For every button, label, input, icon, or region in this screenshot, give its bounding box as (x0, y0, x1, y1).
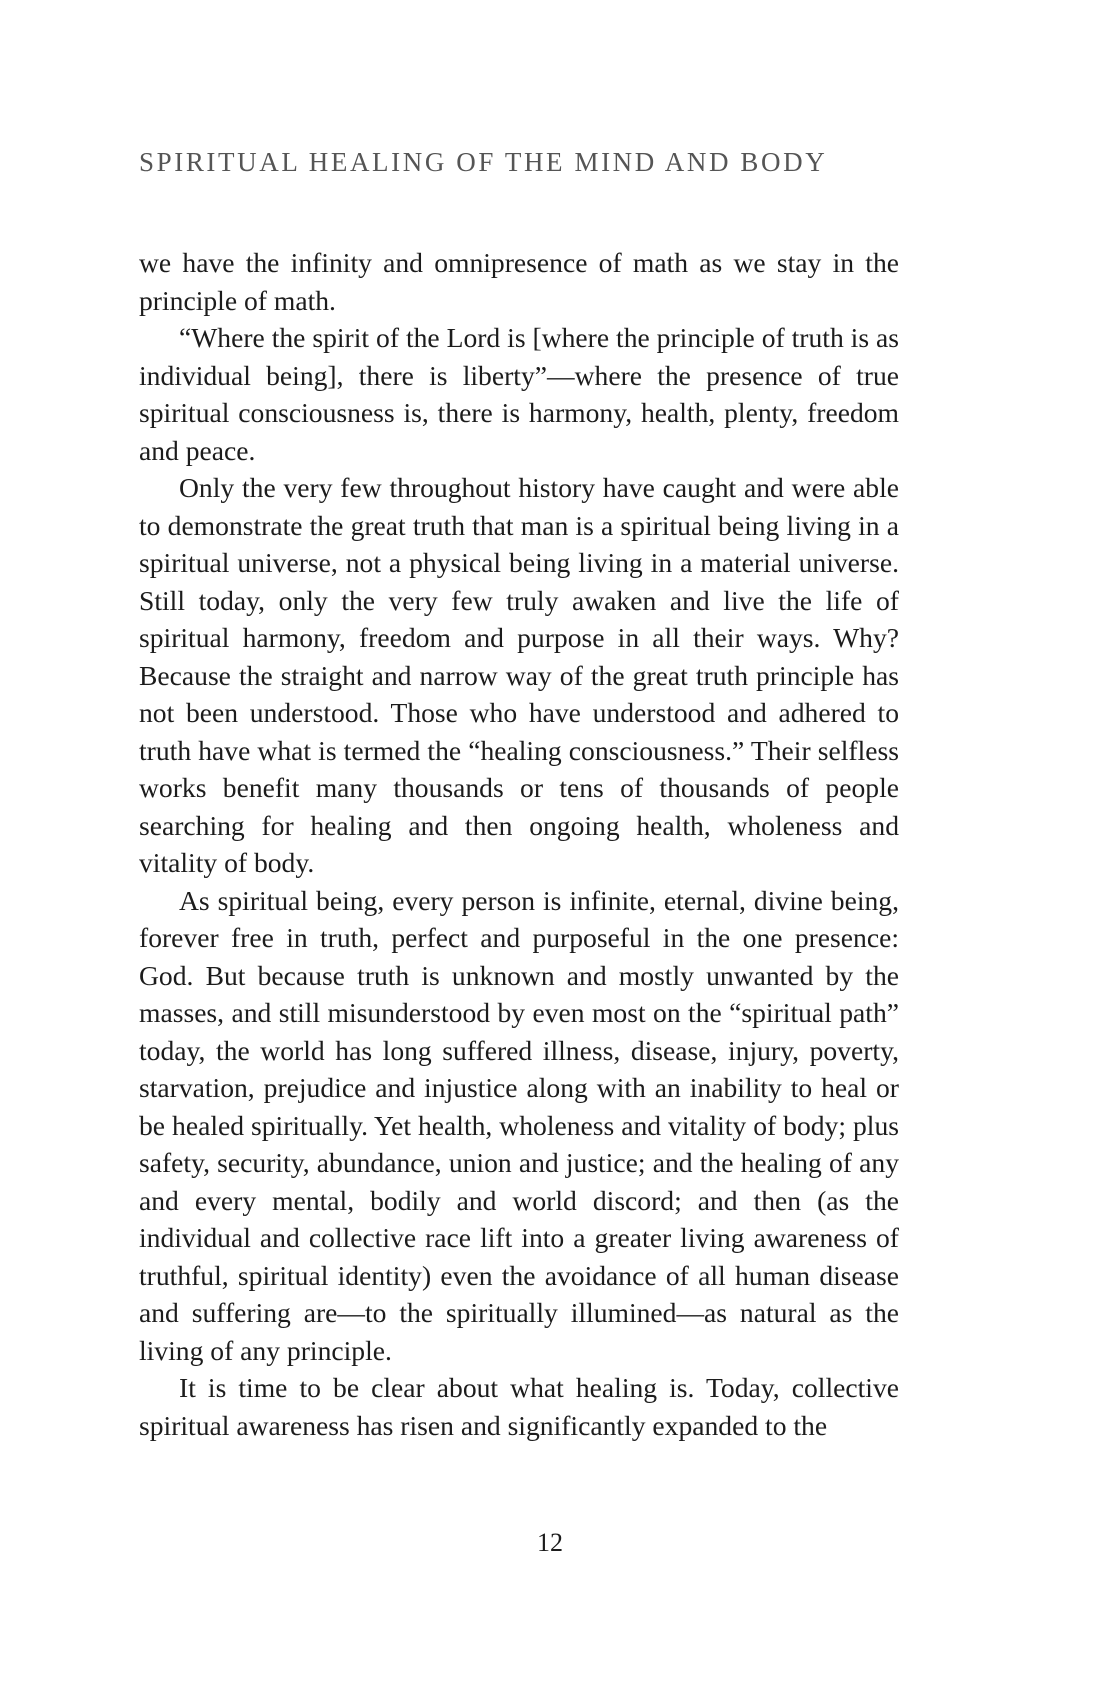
page-number: 12 (537, 1528, 563, 1557)
body-text (139, 244, 899, 1444)
running-head: SPIRITUAL HEALING OF THE MIND AND BODY (139, 147, 828, 177)
paragraph-3: Only the very few throughout history have caught and were able to demonstrate the great truth that man is a spiritual being living in a spiritual universe, not a physical being living in a material universe. Still today, only the very few truly awaken and live the life of spiritual harmony, freedom and purpose in all their ways. Why? Because the straight and narrow way of the great truth principle has not been understood. Those who have understood and adhered to truth have what is termed the “healing consciousness.” Their selfless works benefit many thousands or tens of thousands of people searching for healing and then ongoing health, wholeness and vitality of body. (139, 472, 899, 878)
paragraph-5: It is time to be clear about what healing is. Today, collective spiritual awareness has risen and significantly expanded to the (139, 1372, 899, 1441)
paragraph-1: we have the infinity and omnipresence of math as we stay in the principle of math. (139, 247, 899, 316)
paragraph-2: “Where the spirit of the Lord is [where the principle of truth is as individual being], there is liberty”—where the presence of true spiritual consciousness is, there is harmony, health, plenty, freedom and peace. (139, 322, 899, 466)
paragraph-4: As spiritual being, every person is infinite, eternal, divine being, forever free in truth, perfect and purposeful in the one presence: God. But because truth is unknown and mostly unwanted by the masses, and still misunderstood by even most on the “spiritual path” today, the world has long suffered illness, disease, injury, poverty, starvation, prejudice and injustice along with an inability to heal or be healed spiritually. Yet health, wholeness and vitality of body; plus safety, security, abundance, union and justice; and the healing of any and every mental, bodily and world discord; and then (as the individual and collective race lift into a greater living awareness of truthful, spiritual identity) even the avoidance of all human disease and suffering are—to the spiritually illumined—as natural as the living of any principle. (139, 884, 899, 1366)
